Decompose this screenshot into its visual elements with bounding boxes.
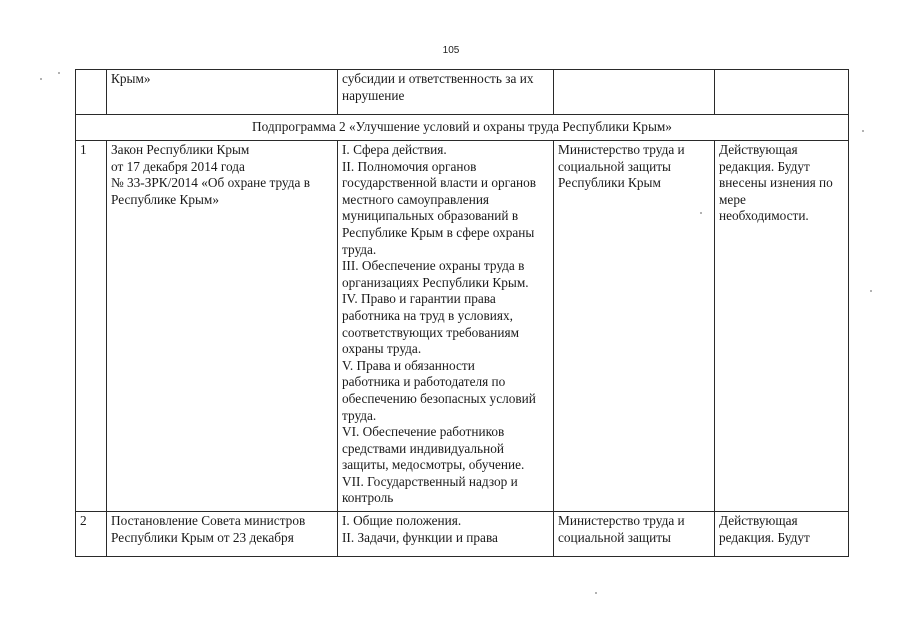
cell-text-line: работника и работодателя по [342, 374, 506, 390]
cell-text-line: труда. [342, 241, 377, 257]
cell-text-line: Закон Республики Крым [111, 142, 250, 157]
cell-content [338, 512, 554, 557]
scan-speck [595, 592, 597, 594]
cell-number: 2 [76, 512, 107, 557]
cell-responsible [554, 512, 715, 557]
cell-number [76, 70, 107, 115]
cell-note [715, 70, 849, 115]
cell-text-line: государственной власти и органов [342, 175, 537, 191]
scan-speck [40, 78, 42, 80]
scan-speck [700, 212, 702, 214]
cell-text-line: Республике Крым» [111, 191, 219, 207]
cell-text-line: № 33-ЗРК/2014 «Об охране труда в [111, 175, 310, 191]
cell-note [715, 141, 849, 512]
cell-text-line: Крым» [111, 71, 151, 86]
cell-text-line: Республики Крым от 23 декабря [111, 529, 294, 545]
cell-content [338, 141, 554, 512]
cell-text-line: V. Права и обязанности [342, 357, 475, 373]
cell-text-line: I. Сфера действия. [342, 142, 447, 157]
cell-text-line: организациях Республики Крым. [342, 274, 529, 290]
cell-text-line: VI. Обеспечение работников [342, 424, 505, 440]
cell-note [715, 512, 849, 557]
cell-text-line: контроль [342, 490, 394, 506]
cell-text-line: мере [719, 191, 746, 207]
cell-text-line: необходимости. [719, 208, 809, 224]
cell-text-line: II. Полномочия органов [342, 158, 477, 174]
cell-text-line: средствами индивидуальной [342, 440, 504, 456]
subprogram-title: Подпрограмма 2 «Улучшение условий и охраны труда Республики Крым» [76, 115, 849, 141]
cell-text-line: редакция. Будут [719, 529, 810, 545]
cell-responsible [554, 141, 715, 512]
cell-text-line: работника на труд в условиях, [342, 307, 513, 323]
cell-text-line: I. Общие положения. [342, 513, 462, 528]
cell-text-line: соответствующих требованиям [342, 324, 520, 340]
cell-text-line: IV. Право и гарантии права [342, 291, 496, 307]
cell-text-line: субсидии и ответственность за их [342, 71, 534, 86]
cell-text-line: охраны труда. [342, 341, 422, 357]
cell-text-line: обеспечению безопасных условий [342, 390, 536, 406]
cell-text-line: VII. Государственный надзор и [342, 473, 518, 489]
subprogram-row [76, 115, 849, 141]
cell-text-line: Действующая [719, 513, 798, 528]
cell-text-line: труда. [342, 407, 377, 423]
cell-document [107, 141, 338, 512]
table-row [76, 512, 849, 557]
cell-number: 1 [76, 141, 107, 512]
cell-text-line: внесены изнения по [719, 175, 833, 191]
cell-document [107, 70, 338, 115]
cell-text-line: Действующая [719, 142, 798, 157]
scan-speck [862, 130, 864, 132]
legislation-table [75, 69, 849, 557]
cell-text-line: Постановление Совета министров [111, 513, 306, 528]
cell-text-line: Министерство труда и [558, 513, 685, 528]
cell-text-line: от 17 декабря 2014 года [111, 158, 245, 174]
cell-text-line: Министерство труда и [558, 142, 685, 157]
cell-text-line: местного самоуправления [342, 191, 490, 207]
cell-text-line: защиты, медосмотры, обучение. [342, 457, 525, 473]
scan-speck [870, 290, 872, 292]
cell-text-line: муниципальных образований в [342, 208, 519, 224]
cell-text-line: редакция. Будут [719, 158, 810, 174]
cell-responsible [554, 70, 715, 115]
scan-speck [58, 72, 60, 74]
cell-text-line: Республике Крым в сфере охраны [342, 224, 535, 240]
cell-text-line: Республики Крым [558, 175, 661, 191]
table-row [76, 141, 849, 512]
cell-document [107, 512, 338, 557]
cell-text-line: социальной защиты [558, 529, 671, 545]
cell-text-line: социальной защиты [558, 158, 671, 174]
cell-content [338, 70, 554, 115]
cell-text-line: нарушение [342, 87, 405, 103]
table-row-continuation [76, 70, 849, 115]
cell-text-line: III. Обеспечение охраны труда в [342, 258, 525, 274]
page-number: 105 [442, 45, 460, 56]
cell-text-line: II. Задачи, функции и права [342, 529, 498, 545]
